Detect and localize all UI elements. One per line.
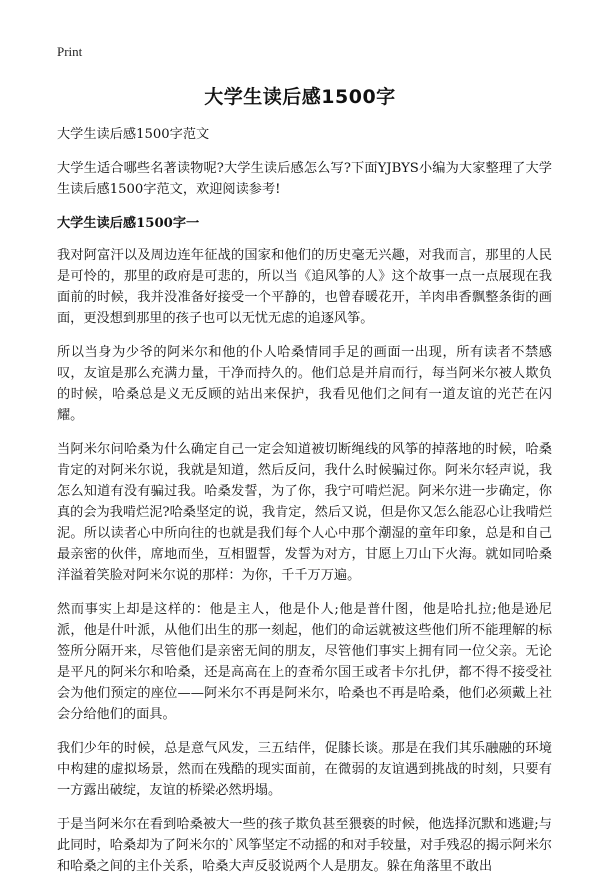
body-paragraph-6: 于是当阿米尔在看到哈桑被大一些的孩子欺负甚至猥亵的时候，他选择沉默和逃避;与此同时，哈桑却为了阿米尔的`风筝坚定不动摇的和对手较量，对手残忍的揭示阿米尔和哈桑之间的主仆关系，哈桑大声反驳说两个人是朋友。躲在角落里不敢出 <box>57 817 552 874</box>
body-paragraph-5: 我们少年的时候，总是意气风发，三五结伴，促膝长谈。那是在我们其乐融融的环境中构建的虚拟场景，然而在残酷的现实面前，在微弱的友谊遇到挑战的时刻，只要有一方露出破绽，友谊的桥梁必然坍塌。 <box>57 741 552 798</box>
body-paragraph-2: 所以当身为少爷的阿米尔和他的仆人哈桑情同手足的画面一出现，所有读者不禁感叹，友谊是那么充满力量，干净而持久的。他们总是并肩而行，每当阿米尔被人欺负的时候，哈桑总是义无反顾的站出来保护，我看见他们之间有一道友谊的光芒在闪耀。 <box>57 345 552 423</box>
document-body <box>57 124 552 890</box>
print-label[interactable]: Print <box>57 44 83 59</box>
body-paragraph-1: 我对阿富汗以及周边连年征战的国家和他们的历史毫无兴趣，对我而言，那里的人民是可怜的，那里的政府是可悲的，所以当《追风筝的人》这个故事一点一点展现在我面前的时候，我并没准备好接受一个平静的，也曾春暖花开，羊肉串香飘整条街的画面，更没想到那里的孩子也可以无忧无虑的追逐风筝。 <box>57 248 552 326</box>
section-heading: 大学生读后感1500字一 <box>57 216 200 231</box>
intro-paragraph: 大学生适合哪些名著读物呢?大学生读后感怎么写?下面YJBYS小编为大家整理了大学生读后感1500字范文，欢迎阅读参考! <box>57 161 552 197</box>
document-subtitle: 大学生读后感1500字范文 <box>57 127 210 142</box>
body-paragraph-3: 当阿米尔问哈桑为什么确定自己一定会知道被切断绳线的风筝的掉落地的时候，哈桑肯定的对阿米尔说，我就是知道，然后反问，我什么时候骗过你。阿米尔轻声说，我怎么知道有没有骗过我。哈桑发誓，为了你，我宁可啃烂泥。阿米尔进一步确定，你真的会为我啃烂泥?哈桑坚定的说，我肯定，然后又说，但是你又怎么能忍心让我啃烂泥。所以读者心中所向往的也就是我们每个人心中那个潮湿的童年印象，总是和自己最亲密的伙伴，席地而坐，互相盟誓，发誓为对方，甘愿上刀山下火海。就如同哈桑洋溢着笑脸对阿米尔说的那样：为你，千千万万遍。 <box>57 442 553 583</box>
document-title: 大学生读后感1500字 <box>204 86 396 108</box>
body-paragraph-4: 然而事实上却是这样的：他是主人，他是仆人;他是普什图，他是哈扎拉;他是逊尼派，他是什叶派，从他们出生的那一刻起，他们的命运就被这些他们所不能理解的标签所分隔开来，尽管他们是亲密无间的朋友，尽管他们事实上拥有同一位父亲。无论是平凡的阿米尔和哈桑，还是高高在上的查希尔国王或者卡尔扎伊，都不得不接受社会为他们预定的座位——阿米尔不再是阿米尔，哈桑也不再是哈桑，他们必须戴上社会分给他们的面具。 <box>57 602 552 722</box>
